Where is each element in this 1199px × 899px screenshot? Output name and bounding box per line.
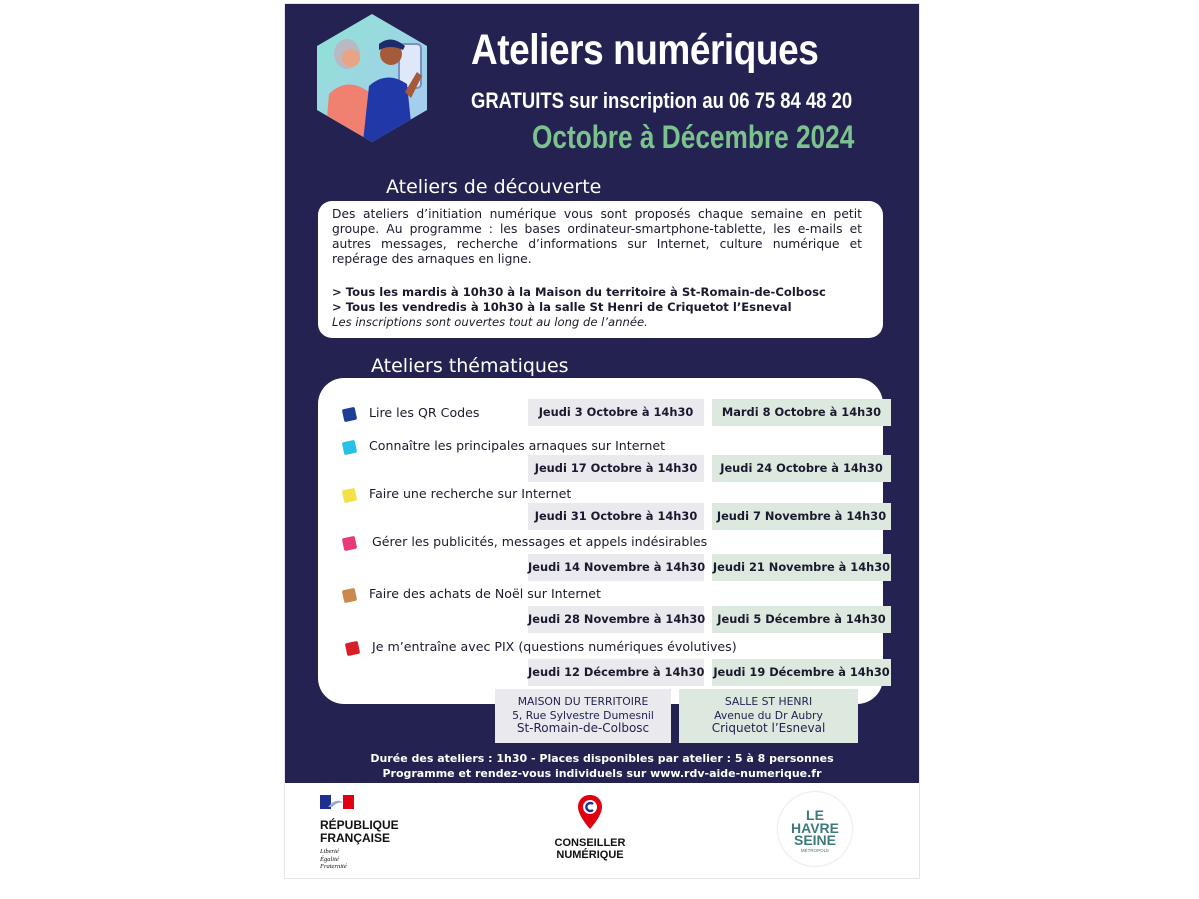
theme-date-2: Jeudi 19 Décembre à 14h30 — [712, 659, 891, 686]
theme-date-2: Jeudi 21 Novembre à 14h30 — [712, 554, 891, 581]
bullet-square-icon — [342, 407, 357, 422]
illustration-hexagon — [317, 14, 427, 142]
subtitle: GRATUITS sur inscription au 06 75 84 48 20 — [471, 88, 853, 113]
rf-motto-3: Fraternité — [320, 863, 347, 870]
bullet-square-icon — [342, 588, 357, 603]
location-city: St-Romain-de-Colbosc — [516, 721, 650, 735]
discovery-intro: Des ateliers d’initiation numérique vous sont proposés chaque semaine en petit groupe. Au programme : les bases ordinateur-smartphone-tablette, les e-mails et autres messages, recherche d’informations sur Internet, culture numérique et repérage des arnaques en ligne. — [332, 207, 862, 266]
discovery-box — [318, 201, 883, 338]
thematic-heading: Ateliers thématiques — [371, 355, 569, 377]
theme-date-2: Jeudi 24 Octobre à 14h30 — [712, 455, 891, 482]
lh-line-2: HAVRE — [791, 819, 839, 836]
theme-date-1: Jeudi 28 Novembre à 14h30 — [528, 606, 704, 633]
theme-date-1: Jeudi 12 Décembre à 14h30 — [528, 659, 704, 686]
discovery-note: Les inscriptions sont ouvertes tout au long de l’année. — [332, 315, 648, 329]
le-havre-seine-logo — [778, 792, 852, 866]
theme-label: Je m’entraîne avec PIX (questions numériques évolutives) — [372, 639, 737, 654]
theme-label: Faire une recherche sur Internet — [369, 486, 572, 501]
rf-line-2: FRANÇAISE — [320, 831, 391, 845]
theme-date-2: Jeudi 5 Décembre à 14h30 — [712, 606, 891, 633]
location-address: 5, Rue Sylvestre Dumesnil — [512, 708, 654, 722]
location-address: Avenue du Dr Aubry — [714, 708, 823, 722]
lh-line-4: MÉTROPOLE — [800, 847, 830, 853]
discovery-schedule-2: > Tous les vendredis à 10h30 à la salle St Henri de Criquetot l’Esneval — [332, 300, 792, 314]
french-flag-icon — [320, 795, 354, 809]
theme-label: Lire les QR Codes — [369, 405, 480, 420]
lh-line-1: LE — [806, 807, 824, 823]
poster — [285, 4, 919, 878]
cn-line-2: NUMÉRIQUE — [556, 849, 624, 861]
theme-date-2: Mardi 8 Octobre à 14h30 — [712, 399, 891, 426]
theme-date-2: Jeudi 7 Novembre à 14h30 — [712, 503, 891, 530]
cn-line-1: CONSEILLER — [554, 837, 626, 849]
theme-label: Gérer les publicités, messages et appels indésirables — [372, 534, 708, 549]
location-city: Criquetot l’Esneval — [711, 721, 826, 735]
theme-label: Connaître les principales arnaques sur Internet — [369, 438, 666, 453]
footer-website: Programme et rendez-vous individuels sur www.rdv-aide-numerique.fr — [382, 767, 822, 780]
bullet-square-icon — [342, 440, 357, 455]
rf-line-1: RÉPUBLIQUE — [320, 818, 399, 832]
page-title: Ateliers numériques — [471, 26, 819, 74]
discovery-schedule-1: > Tous les mardis à 10h30 à la Maison du territoire à St-Romain-de-Colbosc — [332, 285, 826, 299]
rf-motto-2: Égalité — [320, 855, 339, 863]
map-pin-icon — [577, 794, 603, 830]
lh-line-3: SEINE — [793, 832, 836, 848]
footer-duration: Durée des ateliers : 1h30 - Places disponibles par atelier : 5 à 8 personnes — [370, 752, 834, 765]
bullet-square-icon — [342, 536, 357, 551]
theme-date-1: Jeudi 17 Octobre à 14h30 — [528, 455, 704, 482]
discovery-heading: Ateliers de découverte — [386, 176, 602, 198]
location-name: MAISON DU TERRITOIRE — [517, 695, 649, 708]
poster-navy-panel — [285, 4, 919, 783]
conseiller-numerique-logo — [550, 794, 630, 861]
period: Octobre à Décembre 2024 — [532, 119, 855, 155]
theme-date-1: Jeudi 3 Octobre à 14h30 — [528, 399, 704, 426]
location-card-salle — [679, 689, 858, 743]
thematic-box — [318, 378, 891, 704]
bullet-square-icon — [345, 641, 360, 656]
republique-francaise-logo — [320, 794, 399, 871]
theme-label: Faire des achats de Noël sur Internet — [369, 586, 601, 601]
location-name: SALLE ST HENRI — [724, 695, 813, 708]
rf-motto-1: Liberté — [320, 848, 339, 855]
bullet-square-icon — [342, 488, 357, 503]
theme-date-1: Jeudi 14 Novembre à 14h30 — [528, 554, 704, 581]
location-card-maison — [495, 689, 671, 743]
theme-date-1: Jeudi 31 Octobre à 14h30 — [528, 503, 704, 530]
